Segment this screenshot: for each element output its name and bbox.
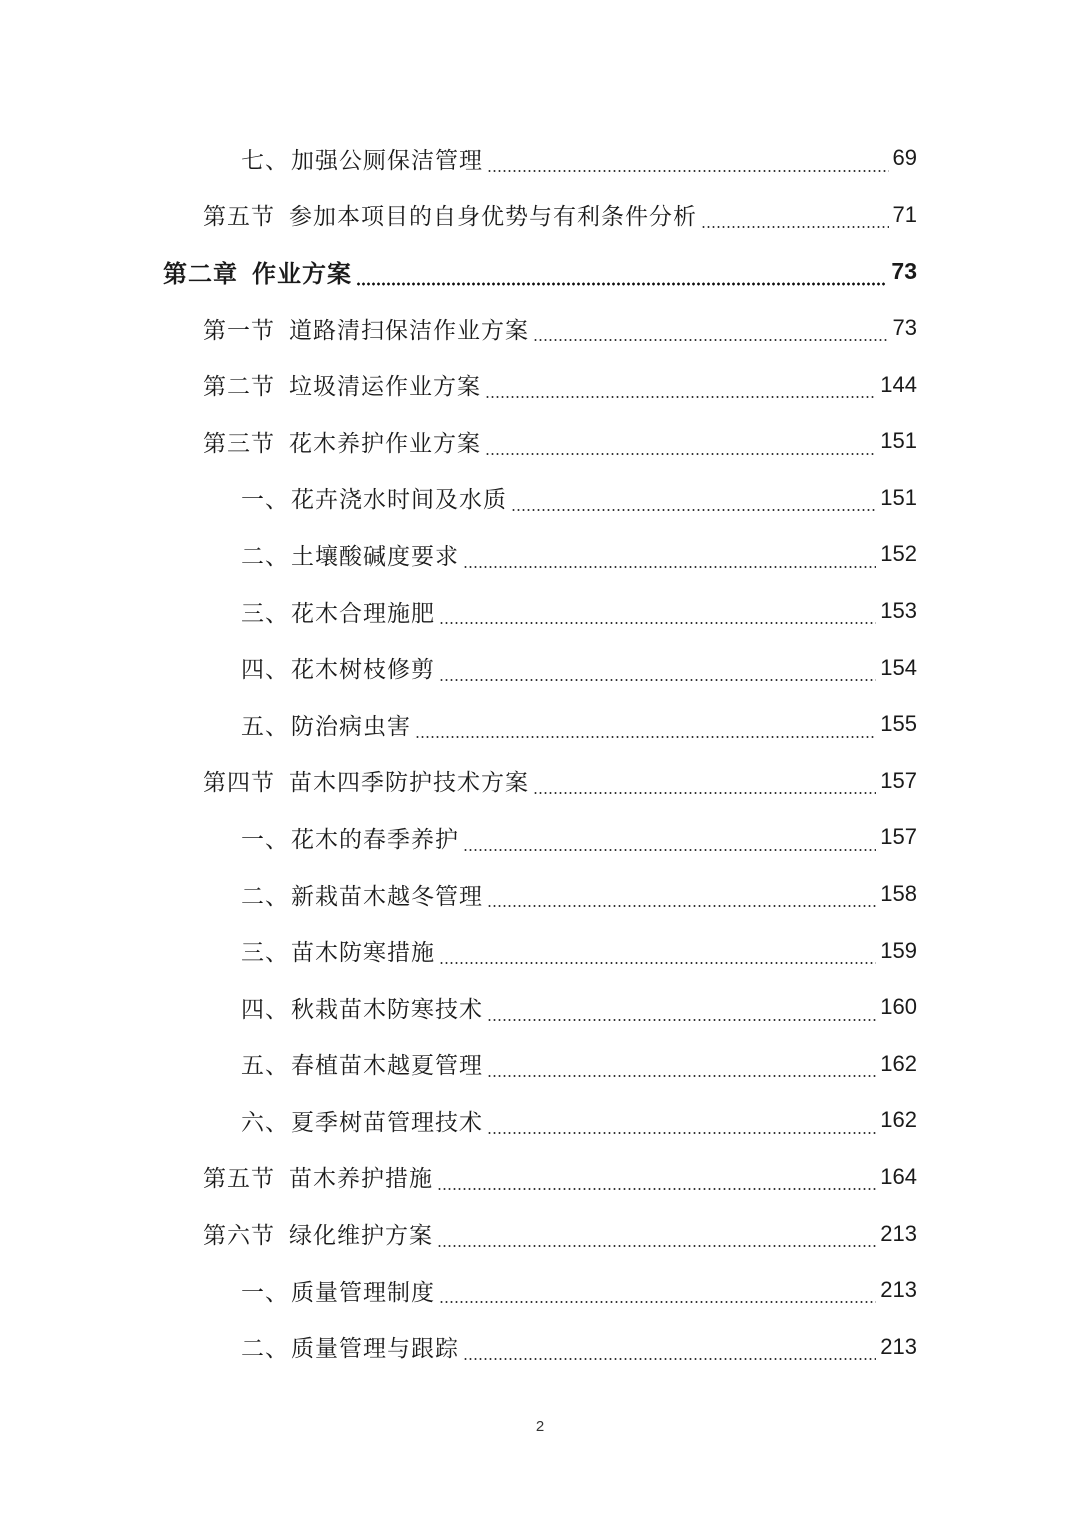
toc-entry-title: 夏季树苗管理技术 xyxy=(291,1109,483,1136)
toc-entry-title: 加强公厕保洁管理 xyxy=(291,147,483,174)
toc-entry-number: 第一节 xyxy=(203,317,275,344)
toc-entry-number: 三、 xyxy=(241,940,289,967)
toc-entry-label xyxy=(241,481,507,514)
toc-entry[interactable] xyxy=(0,866,1080,923)
toc-entry-number: 第六节 xyxy=(203,1223,275,1250)
toc-page-number: 157 xyxy=(880,824,917,850)
toc-entry[interactable] xyxy=(0,1262,1080,1319)
toc-entry-title: 垃圾清运作业方案 xyxy=(289,374,481,401)
toc-leader-dots xyxy=(415,735,876,739)
toc-entry-title: 花木的春季养护 xyxy=(291,826,459,853)
toc-entry-number: 二、 xyxy=(241,883,289,910)
toc-leader-dots xyxy=(487,1074,876,1078)
toc-leader-dots xyxy=(533,791,876,795)
toc-page-number: 155 xyxy=(880,711,917,737)
toc-entry-number: 第五节 xyxy=(203,204,275,231)
toc-entry[interactable] xyxy=(0,1036,1080,1093)
toc-entry-label xyxy=(203,312,529,345)
toc-entry-title: 花木合理施肥 xyxy=(291,600,435,627)
toc-page-number: 164 xyxy=(880,1163,917,1189)
toc-entry-label xyxy=(241,821,459,854)
toc-page-number: 69 xyxy=(892,145,917,171)
toc-entry-label xyxy=(241,1047,483,1080)
toc-page-number: 71 xyxy=(892,201,917,227)
toc-page-number: 152 xyxy=(880,541,917,567)
toc-entry-label xyxy=(203,764,529,797)
toc-entry-label xyxy=(203,198,697,231)
toc-entry-title: 质量管理与跟踪 xyxy=(291,1336,459,1363)
toc-page-number: 153 xyxy=(880,598,917,624)
toc-page-number: 159 xyxy=(880,937,917,963)
toc-leader-dots xyxy=(487,1131,876,1135)
toc-leader-dots xyxy=(439,621,876,625)
toc-entry-label xyxy=(241,1274,435,1307)
toc-entry-title: 秋栽苗木防寒技术 xyxy=(291,996,483,1023)
toc-leader-dots xyxy=(439,961,876,965)
toc-entry-label xyxy=(241,1104,483,1137)
toc-leader-dots xyxy=(463,565,876,569)
toc-leader-dots xyxy=(485,395,876,399)
toc-leader-dots xyxy=(487,1018,876,1022)
toc-entry-title: 春植苗木越夏管理 xyxy=(291,1053,483,1080)
toc-leader-dots xyxy=(439,678,876,682)
toc-entry-number: 二、 xyxy=(241,543,289,570)
toc-entry-number: 五、 xyxy=(241,713,289,740)
toc-entry-title: 新栽苗木越冬管理 xyxy=(291,883,483,910)
toc-page-number: 151 xyxy=(880,484,917,510)
toc-entry-number: 第三节 xyxy=(203,430,275,457)
toc-entry-number: 第二节 xyxy=(203,374,275,401)
toc-leader-dots xyxy=(511,508,876,512)
toc-entry-title: 花木树枝修剪 xyxy=(291,657,435,684)
toc-leader-dots xyxy=(437,1244,876,1248)
toc-page-number: 73 xyxy=(892,315,917,341)
toc-entry-label xyxy=(241,878,483,911)
toc-entry[interactable] xyxy=(0,1205,1080,1262)
toc-leader-dots xyxy=(463,1357,876,1361)
toc-entry-label xyxy=(241,708,411,741)
toc-page-number: 213 xyxy=(880,1277,917,1303)
toc-page-number: 162 xyxy=(880,1107,917,1133)
toc-leader-dots xyxy=(437,1187,876,1191)
toc-entry[interactable] xyxy=(0,922,1080,979)
toc-entry-number: 一、 xyxy=(241,1279,289,1306)
toc-leader-dots xyxy=(439,1300,876,1304)
toc-leader-dots xyxy=(701,225,889,229)
toc-entry[interactable] xyxy=(0,583,1080,640)
toc-entry[interactable] xyxy=(0,300,1080,357)
toc-entry-number: 七、 xyxy=(241,147,289,174)
toc-entry[interactable] xyxy=(0,1318,1080,1375)
toc-page-number: 162 xyxy=(880,1050,917,1076)
toc-entry[interactable] xyxy=(0,809,1080,866)
toc-entry-title: 苗木防寒措施 xyxy=(291,940,435,967)
toc-entry[interactable] xyxy=(0,526,1080,583)
toc-entry[interactable] xyxy=(0,470,1080,527)
toc-entry-label xyxy=(241,934,435,967)
table-of-contents xyxy=(0,130,1080,1375)
toc-entry-number: 二、 xyxy=(241,1336,289,1363)
toc-entry-label xyxy=(241,991,483,1024)
toc-entry-label xyxy=(163,254,352,289)
toc-leader-dots xyxy=(487,169,889,173)
toc-page-number: 213 xyxy=(880,1220,917,1246)
toc-page-number: 151 xyxy=(880,428,917,454)
toc-entry-title: 道路清扫保洁作业方案 xyxy=(289,317,529,344)
toc-entry[interactable] xyxy=(0,130,1080,187)
toc-entry-number: 一、 xyxy=(241,826,289,853)
toc-entry-title: 花卉浇水时间及水质 xyxy=(291,487,507,514)
toc-entry-title: 防治病虫害 xyxy=(291,713,411,740)
toc-entry-label xyxy=(241,595,435,628)
toc-page-number: 157 xyxy=(880,767,917,793)
toc-entry[interactable] xyxy=(0,753,1080,810)
toc-entry[interactable] xyxy=(0,639,1080,696)
toc-entry[interactable] xyxy=(0,696,1080,753)
toc-entry-number: 六、 xyxy=(241,1109,289,1136)
toc-entry-title: 花木养护作业方案 xyxy=(289,430,481,457)
toc-entry[interactable] xyxy=(0,413,1080,470)
toc-leader-dots xyxy=(463,848,876,852)
toc-entry-number: 四、 xyxy=(241,657,289,684)
toc-leader-dots xyxy=(533,338,889,342)
toc-entry-title: 苗木养护措施 xyxy=(289,1166,433,1193)
toc-entry-label xyxy=(241,651,435,684)
toc-entry-number: 四、 xyxy=(241,996,289,1023)
toc-entry[interactable] xyxy=(0,243,1080,300)
toc-entry-label xyxy=(203,1217,433,1250)
toc-entry-number: 第五节 xyxy=(203,1166,275,1193)
toc-entry[interactable] xyxy=(0,356,1080,413)
toc-page-number: 144 xyxy=(880,371,917,397)
toc-leader-dots xyxy=(485,452,876,456)
toc-entry-title: 作业方案 xyxy=(252,258,352,288)
toc-page-number: 160 xyxy=(880,994,917,1020)
toc-page-number: 73 xyxy=(891,257,917,284)
toc-entry-label xyxy=(241,538,459,571)
toc-entry-number: 第二章 xyxy=(163,258,238,288)
toc-entry-label xyxy=(241,142,483,175)
toc-entry[interactable] xyxy=(0,187,1080,244)
toc-entry-label xyxy=(203,425,481,458)
toc-entry-number: 一、 xyxy=(241,487,289,514)
toc-entry-title: 绿化维护方案 xyxy=(289,1223,433,1250)
toc-entry[interactable] xyxy=(0,1092,1080,1149)
toc-entry[interactable] xyxy=(0,1149,1080,1206)
toc-page-number: 158 xyxy=(880,881,917,907)
toc-leader-dots xyxy=(356,282,887,286)
toc-entry-number: 第四节 xyxy=(203,770,275,797)
toc-entry-title: 苗木四季防护技术方案 xyxy=(289,770,529,797)
toc-entry-label xyxy=(203,368,481,401)
page-number: 2 xyxy=(535,1418,545,1435)
toc-entry-title: 质量管理制度 xyxy=(291,1279,435,1306)
toc-leader-dots xyxy=(487,904,876,908)
toc-entry-number: 五、 xyxy=(241,1053,289,1080)
toc-page-number: 154 xyxy=(880,654,917,680)
toc-entry-label xyxy=(203,1160,433,1193)
toc-entry-title: 参加本项目的自身优势与有利条件分析 xyxy=(289,204,697,231)
toc-entry-label xyxy=(241,1330,459,1363)
toc-entry-title: 土壤酸碱度要求 xyxy=(291,543,459,570)
toc-entry[interactable] xyxy=(0,979,1080,1036)
toc-page-number: 213 xyxy=(880,1333,917,1359)
toc-entry-number: 三、 xyxy=(241,600,289,627)
